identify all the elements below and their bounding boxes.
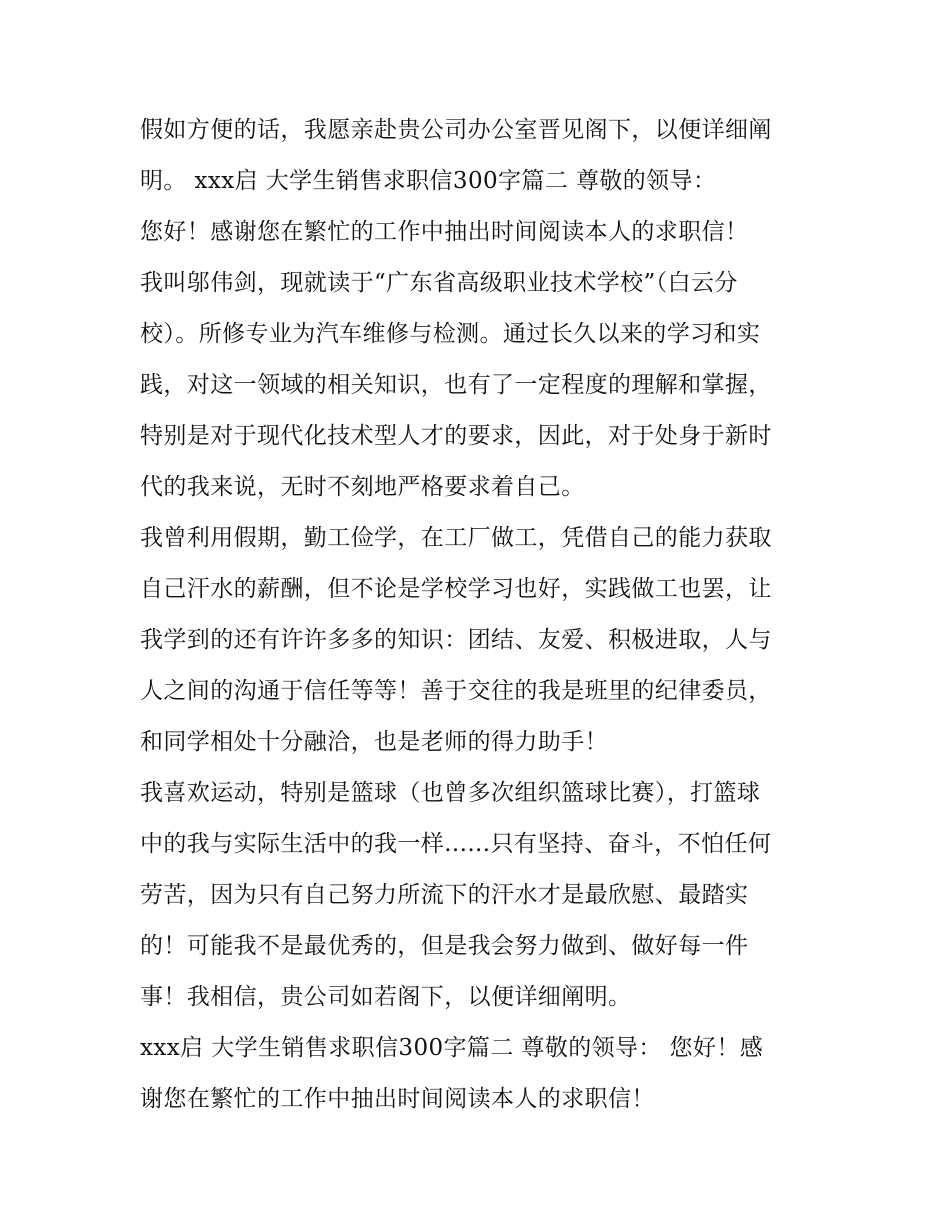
- text-line: 谢您在繁忙的工作中抽出时间阅读本人的求职信！: [140, 1086, 655, 1112]
- text-line: 人之间的沟通于信任等等！善于交往的我是班里的纪律委员，: [140, 678, 772, 704]
- text-line: 践，对这一领域的相关知识，也有了一定程度的理解和掌握，: [140, 372, 772, 398]
- text-line: 我曾利用假期，勤工俭学，在工厂做工，凭借自己的能力获取: [140, 525, 772, 551]
- text-line: xxx启 大学生销售求职信300字篇二 尊敬的领导： 您好！感: [140, 1035, 764, 1061]
- text-line: 特别是对于现代化技术型人才的要求，因此，对于处身于新时: [140, 423, 772, 449]
- text-line: 劳苦，因为只有自己努力所流下的汗水才是最欣慰、最踏实: [140, 882, 749, 908]
- text-line: 我叫邬伟剑，现就读于“广东省高级职业技术学校”（白云分: [140, 270, 738, 296]
- text-line: 明。 xxx启 大学生销售求职信300字篇二 尊敬的领导：: [140, 168, 717, 194]
- text-line: 您好！感谢您在繁忙的工作中抽出时间阅读本人的求职信！: [140, 219, 749, 245]
- text-line: 中的我与实际生活中的我一样......只有坚持、奋斗，不怕任何: [140, 831, 772, 857]
- text-line: 的！可能我不是最优秀的，但是我会努力做到、做好每一件: [140, 933, 749, 959]
- text-line: 校）。所修专业为汽车维修与检测。通过长久以来的学习和实: [140, 321, 761, 347]
- text-line: 我喜欢运动，特别是篮球（也曾多次组织篮球比赛），打篮球: [140, 780, 761, 806]
- text-line: 和同学相处十分融洽，也是老师的得力助手！: [140, 729, 608, 755]
- text-line: 代的我来说，无时不刻地严格要求着自己。: [140, 474, 585, 500]
- text-line: 自己汗水的薪酬，但不论是学校学习也好，实践做工也罢，让: [140, 576, 772, 602]
- text-line: 事！我相信，贵公司如若阁下，以便详细阐明。: [140, 984, 632, 1010]
- text-line: 假如方便的话，我愿亲赴贵公司办公室晋见阁下，以便详细阐: [140, 117, 772, 143]
- text-line: 我学到的还有许许多多的知识：团结、友爱、积极进取，人与: [140, 627, 772, 653]
- document-body: [140, 105, 820, 1125]
